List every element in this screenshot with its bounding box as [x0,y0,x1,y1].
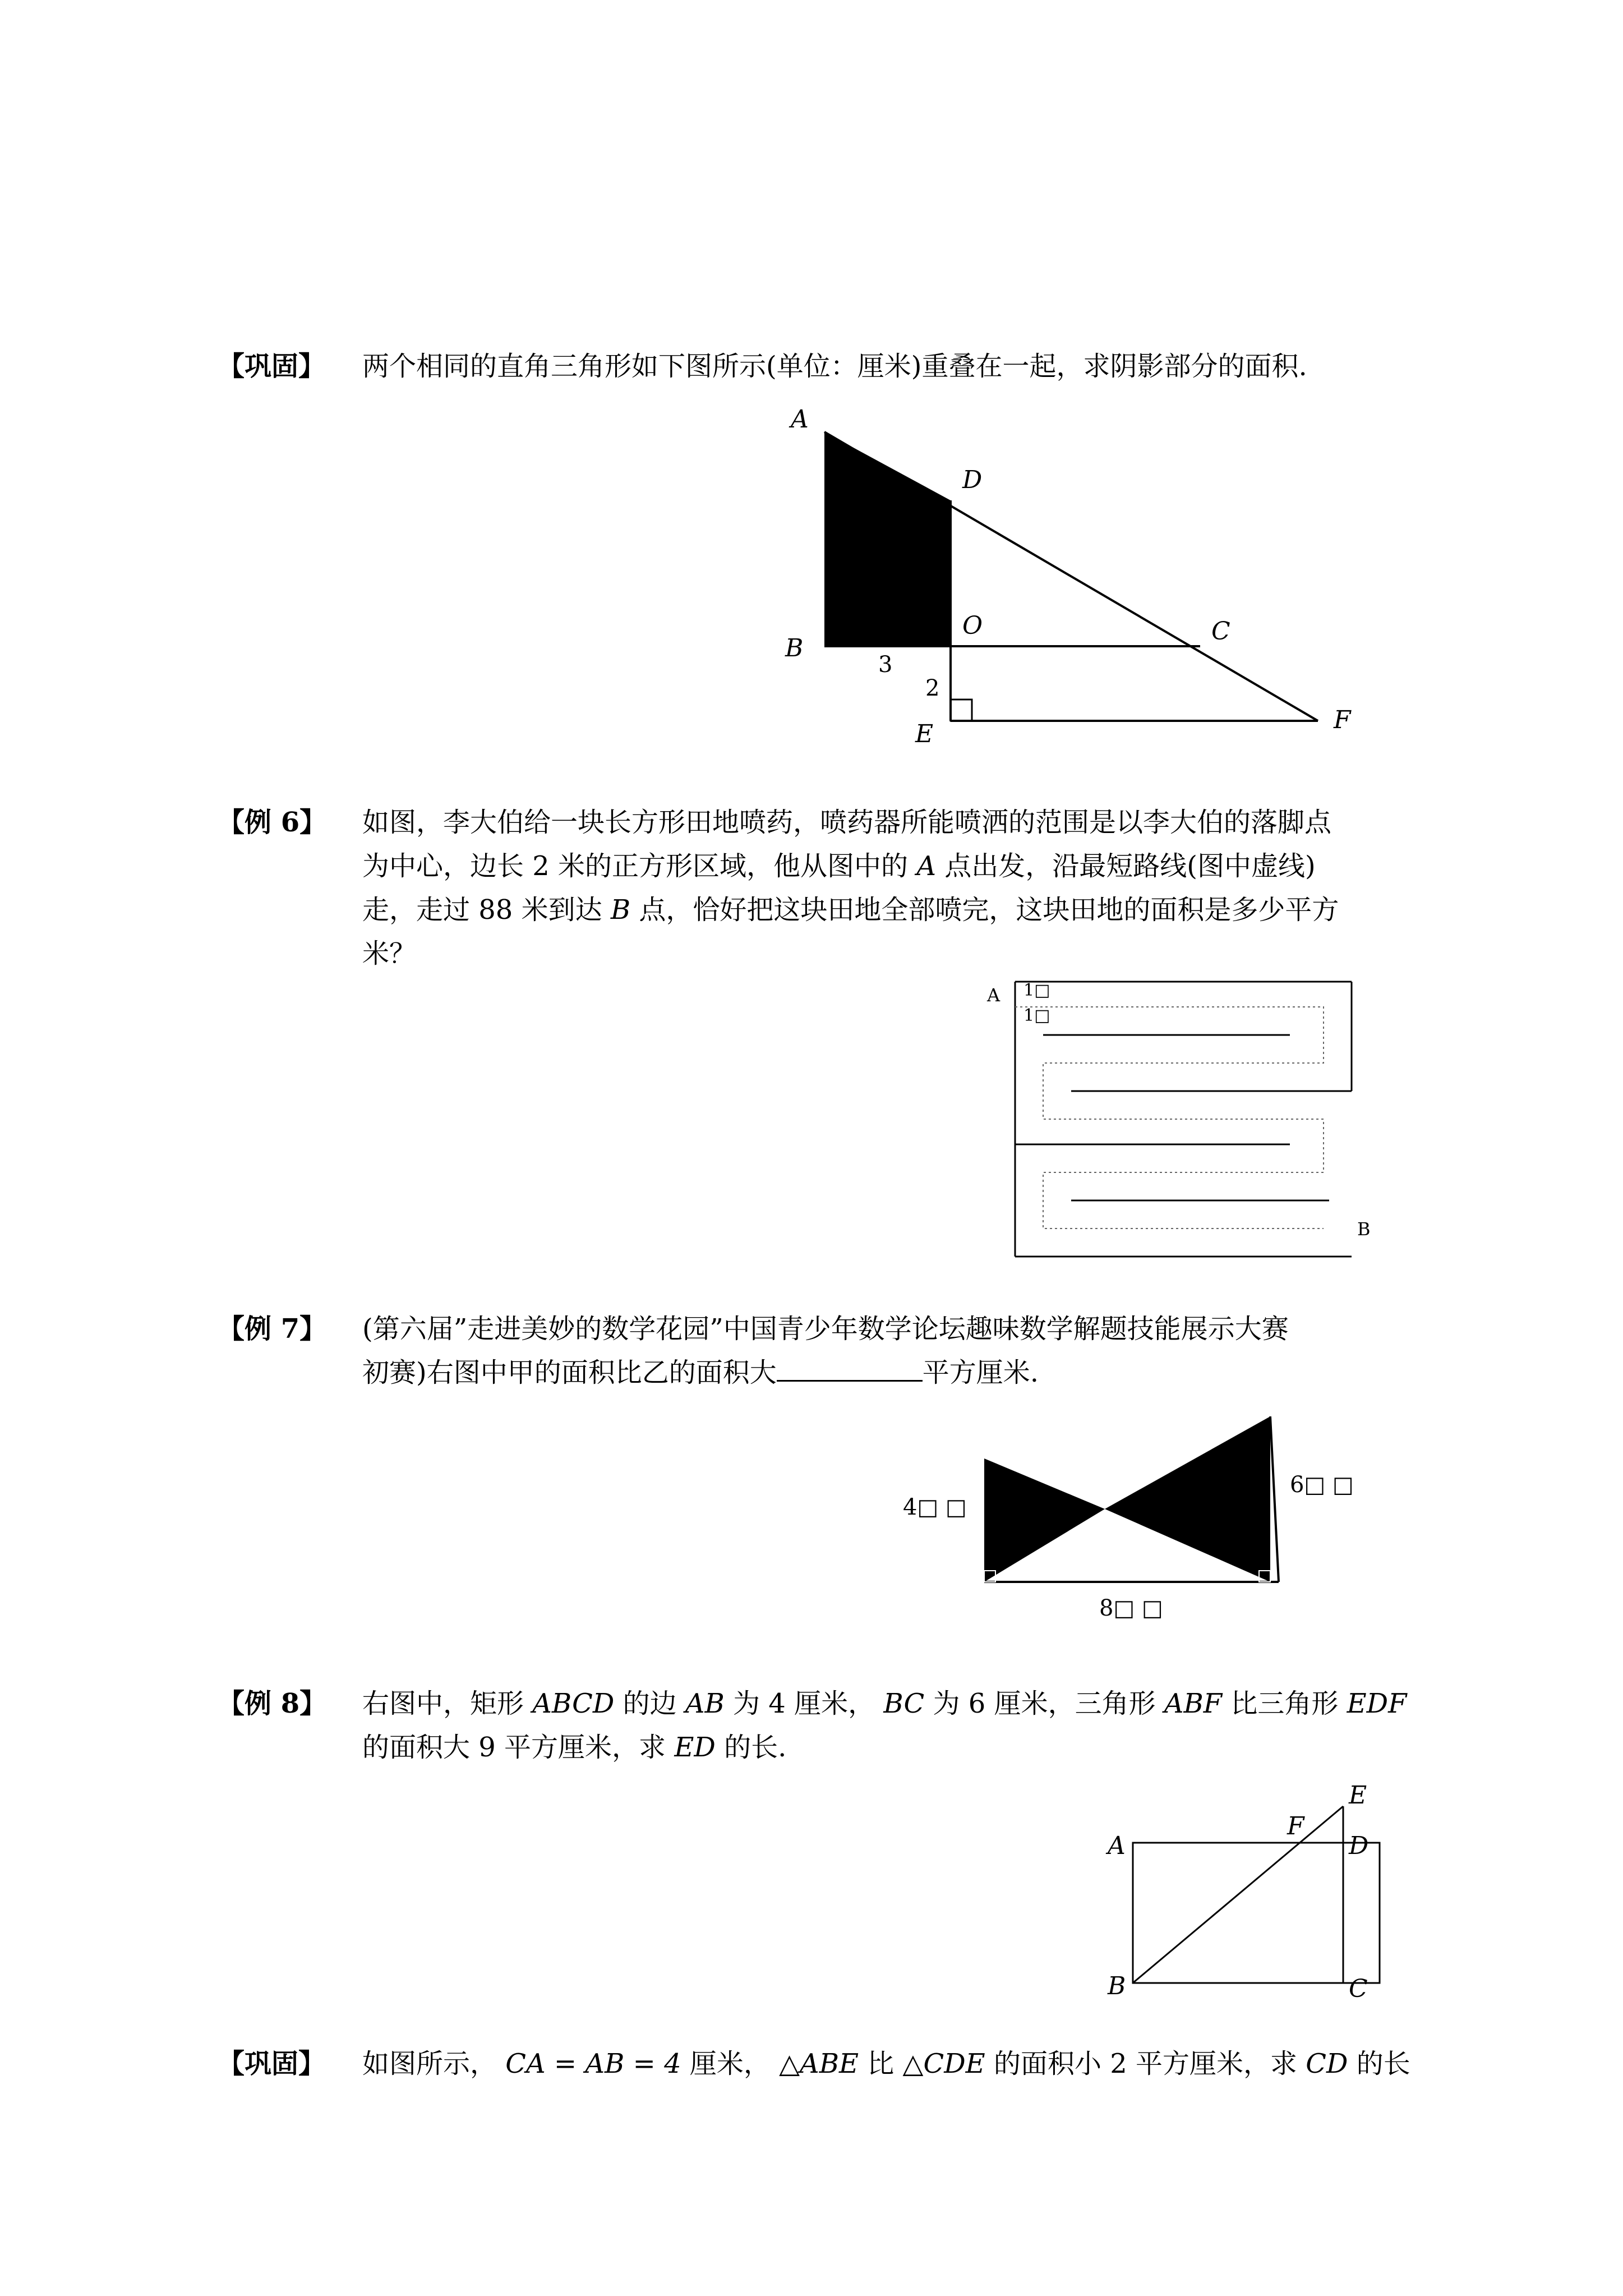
label-b: B [785,634,804,662]
example-line-3: 走，走过 88 米到达 B 点，恰好把这块田地全部喷完，这块田地的面积是多少平方 [362,894,1339,926]
example-8 [218,1682,1407,1769]
label-d: D [1349,1832,1369,1860]
example-line-1: 右图中，矩形 ABCD 的边 AB 为 4 厘米， BC 为 6 厘米，三角形 ABF 比三角形 EDF [362,1688,1407,1719]
example-line-2: 初赛)右图中甲的面积比乙的面积大 平方厘米. [362,1351,1395,1395]
label-o: O [962,611,983,640]
label-8: 8□ □ [1099,1595,1163,1621]
example-6 [218,800,1395,976]
example-tag: 【例 6】 [218,807,327,838]
label-a: A [791,405,809,434]
example-tag: 【例 8】 [218,1688,327,1719]
label-c: C [1211,617,1230,646]
shaded-triangle-right [1105,1416,1270,1582]
line-be [1133,1806,1343,1983]
label-1-bottom: 1□ [1023,1006,1050,1025]
label-e: E [1349,1781,1367,1810]
overlapping-triangles-figure [763,404,1351,752]
shaded-triangle-left [984,1458,1105,1582]
dashed-path [1015,1007,1324,1228]
label-d: D [962,466,983,494]
problem-tag: 【巩固】 [218,351,326,382]
label-b: B [1108,1972,1126,2000]
rectangle-figure [1094,1773,1385,2008]
label-e: E [915,720,934,748]
shaded-region [824,432,951,646]
label-3: 3 [878,652,893,678]
label-f: F [1334,706,1351,734]
example-7 [218,1307,1395,1395]
problem-text: 两个相同的直角三角形如下图所示(单位：厘米)重叠在一起，求阴影部分的面积. [362,351,1307,382]
spray-path-figure [987,976,1391,1268]
example-line-1: 如图，李大伯给一块长方形田地喷药，喷药器所能喷洒的范围是以李大伯的落脚点 [362,807,1332,838]
label-c: C [1349,1975,1368,2003]
example-line-2: 的面积大 9 平方厘米，求 ED 的长. [362,1732,787,1763]
answer-blank[interactable] [777,1355,923,1382]
label-a: A [1108,1832,1126,1860]
right-angle-mark [951,700,972,721]
label-6: 6□ □ [1290,1472,1354,1498]
label-b: B [1357,1218,1371,1240]
problem-text: 如图所示， CA = AB = 4 厘米， △ABE 比 △CDE 的面积小 2 平方厘米，求 CD 的长 [362,2048,1410,2079]
label-2: 2 [925,675,940,701]
example-line-1: (第六届”走进美妙的数学花园”中国青少年数学论坛趣味数学解题技能展示大赛 [362,1313,1289,1345]
example-line-4: 米？ [362,938,417,969]
label-a: A [987,984,1000,1006]
problem-tag: 【巩固】 [218,2048,326,2079]
bowtie-figure [880,1402,1354,1627]
example-tag: 【例 7】 [218,1313,327,1345]
label-f: F [1287,1812,1304,1841]
example-line-2: 为中心，边长 2 米的正方形区域，他从图中的 A 点出发，沿最短路线(图中虚线) [362,850,1316,882]
label-1-top: 1□ [1023,981,1050,1000]
consolidation-problem-1 [218,344,1395,388]
label-4: 4□ □ [903,1494,967,1520]
consolidation-problem-2 [218,2042,1410,2086]
